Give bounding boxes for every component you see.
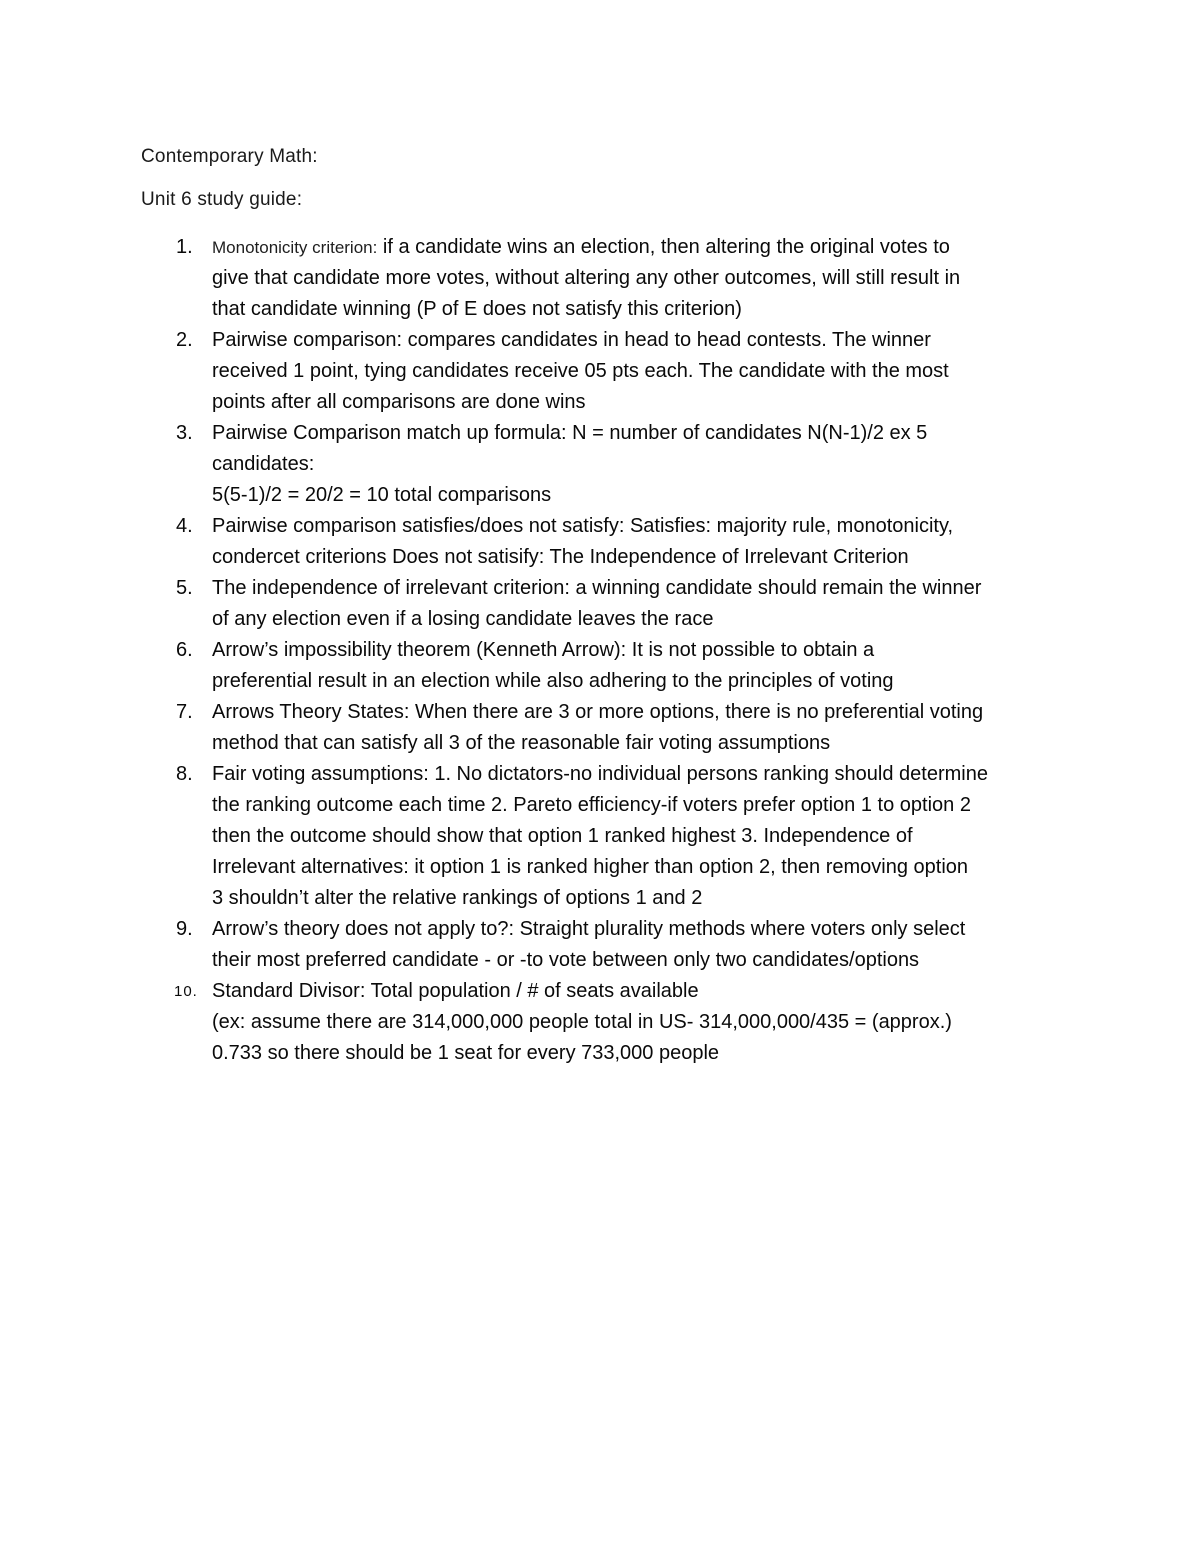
item-line: method that can satisfy all 3 of the reasonable fair voting assumptions xyxy=(212,732,831,754)
list-item-1 xyxy=(141,232,1071,325)
list-item-10 xyxy=(141,976,1071,1069)
list-item-7 xyxy=(141,697,1071,759)
item-number: 7. xyxy=(176,701,193,723)
item-number: 10. xyxy=(174,983,198,1000)
item-line: Irrelevant alternatives: it option 1 is ranked higher than option 2, then removing option xyxy=(212,856,969,878)
item-line: Pairwise Comparison match up formula: N = number of candidates N(N-1)/2 ex 5 xyxy=(212,422,928,444)
item-line: give that candidate more votes, without altering any other outcomes, will still result in xyxy=(212,267,961,289)
item-line: then the outcome should show that option 1 ranked highest 3. Independence of xyxy=(212,825,913,847)
document-subtitle: Unit 6 study guide: xyxy=(141,189,303,210)
item-number: 4. xyxy=(176,515,193,537)
item-line: received 1 point, tying candidates receive 05 pts each. The candidate with the most xyxy=(212,360,949,382)
item-line: Pairwise comparison satisfies/does not satisfy: Satisfies: majority rule, monotonicity, xyxy=(212,515,954,537)
item-line: condercet criterions Does not satisify: The Independence of Irrelevant Criterion xyxy=(212,546,909,568)
item-text: if a candidate wins an election, then altering the original votes to xyxy=(377,236,950,258)
item-line: The independence of irrelevant criterion: a winning candidate should remain the winner xyxy=(212,577,982,599)
list-item-2 xyxy=(141,325,1071,418)
item-number: 6. xyxy=(176,639,193,661)
item-line: Arrow’s theory does not apply to?: Straight plurality methods where voters only select xyxy=(212,918,966,940)
item-line: 5(5-1)/2 = 20/2 = 10 total comparisons xyxy=(212,484,552,506)
item-line: Arrow’s impossibility theorem (Kenneth Arrow): It is not possible to obtain a xyxy=(212,639,875,661)
item-number: 5. xyxy=(176,577,193,599)
item-line: 3 shouldn’t alter the relative rankings of options 1 and 2 xyxy=(212,887,703,909)
item-line: 0.733 so there should be 1 seat for every 733,000 people xyxy=(212,1042,720,1064)
item-line: their most preferred candidate - or -to vote between only two candidates/options xyxy=(212,949,920,971)
item-line: that candidate winning (P of E does not satisfy this criterion) xyxy=(212,298,742,320)
item-line: Standard Divisor: Total population / # of seats available xyxy=(212,980,699,1002)
item-line: Arrows Theory States: When there are 3 or more options, there is no preferential voting xyxy=(212,701,984,723)
list-item-6 xyxy=(141,635,1071,697)
item-number: 3. xyxy=(176,422,193,444)
item-line: of any election even if a losing candidate leaves the race xyxy=(212,608,714,630)
item-line: Fair voting assumptions: 1. No dictators-no individual persons ranking should determine xyxy=(212,763,988,785)
item-line: Pairwise comparison: compares candidates in head to head contests. The winner xyxy=(212,329,931,351)
item-line: the ranking outcome each time 2. Pareto efficiency-if voters prefer option 1 to option 2 xyxy=(212,794,971,816)
item-number: 8. xyxy=(176,763,193,785)
list-item-3 xyxy=(141,418,1071,511)
item-line: candidates: xyxy=(212,453,315,475)
list-item-8 xyxy=(141,759,1071,914)
list-item-9 xyxy=(141,914,1071,976)
list-item-4 xyxy=(141,511,1071,573)
item-line: points after all comparisons are done wins xyxy=(212,391,586,413)
item-number: 9. xyxy=(176,918,193,940)
document-title: Contemporary Math: xyxy=(141,146,318,167)
item-term: Monotonicity criterion: xyxy=(212,238,378,257)
list-item-5 xyxy=(141,573,1071,635)
item-line xyxy=(212,232,1071,263)
item-number: 1. xyxy=(176,236,193,258)
item-line: preferential result in an election while also adhering to the principles of voting xyxy=(212,670,894,692)
item-number: 2. xyxy=(176,329,193,351)
item-line: (ex: assume there are 314,000,000 people total in US- 314,000,000/435 = (approx.) xyxy=(212,1011,952,1033)
study-guide-list xyxy=(141,232,1071,1069)
